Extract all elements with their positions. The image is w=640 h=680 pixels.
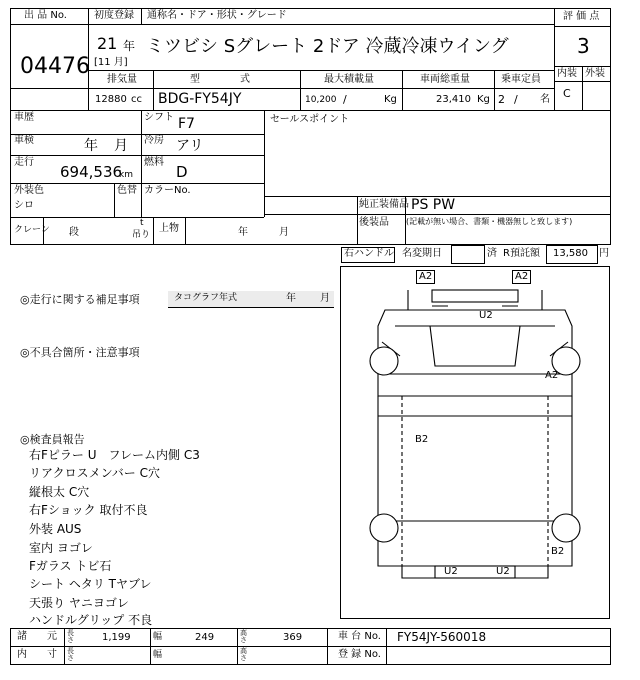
aftermarket-note: (記載が無い場合、書類・機器無しと致します): [406, 217, 573, 226]
aftermarket-label: 後装品: [359, 217, 389, 228]
cancel-label: 済: [487, 248, 497, 259]
tacho-year-unit: 年: [286, 293, 296, 304]
score-label: 評 価 点: [563, 11, 600, 22]
inspector-line: リアクロスメンバー C穴: [29, 466, 160, 480]
capacity-sep: /: [514, 93, 518, 106]
name-change-box: [451, 245, 485, 264]
length-label-inner: 長さ: [67, 647, 74, 662]
r-check-amount: 13,580: [553, 248, 588, 259]
ext-color-value: シロ: [14, 200, 34, 211]
capacity: 2: [498, 93, 505, 106]
mileage-value: 694,536: [60, 163, 123, 181]
first-reg-label: 初度登録: [94, 10, 134, 21]
displacement: 12880: [95, 94, 127, 105]
inspector-line: ハンドルグリップ 不良: [29, 613, 153, 627]
truck-diagram: [340, 266, 610, 626]
crane-year-unit: 年: [238, 227, 248, 238]
gross-weight: 23,410: [436, 94, 471, 105]
length-value: 1,199: [102, 632, 131, 643]
inspection-month-unit: 月: [114, 138, 128, 154]
displacement-unit: cc: [131, 94, 142, 105]
cooler-label: 冷房: [144, 135, 164, 146]
mark-body-left: B2: [415, 434, 429, 445]
inspector-line: 右Fピラー U フレーム内側 C3: [29, 448, 200, 462]
chassis-label: 車 台 No.: [338, 631, 381, 642]
inspector-line: 天張り ヤニヨゴレ: [29, 596, 129, 610]
crane-ton: t: [140, 218, 144, 228]
crane-stage: 段: [69, 227, 79, 238]
vehicle-name: ミツビシ Sグレート 2ドア 冷蔵冷凍ウイング: [146, 36, 509, 57]
inspector-label: ◎検査員報告: [20, 433, 85, 446]
max-load-unit: Kg: [384, 94, 397, 105]
vehicle-label: 通称名・ドア・形状・グレード: [147, 10, 287, 21]
fuel-label: 燃料: [144, 157, 164, 168]
reg-no-label: 登 録 No.: [338, 649, 381, 660]
shift-value: F7: [178, 116, 195, 132]
lot-no-label: 出 品 No.: [24, 10, 67, 21]
max-load: 10,200: [305, 95, 337, 105]
max-load-label: 最大積載量: [324, 74, 374, 85]
shift-label: シフト: [144, 112, 174, 123]
defects-label: ◎不具合箇所・注意事項: [20, 346, 140, 359]
gross-weight-label: 車両総重量: [420, 74, 470, 85]
gross-weight-unit: Kg: [477, 94, 490, 105]
mark-rear-right: B2: [551, 546, 565, 557]
inspector-line: 縦根太 C穴: [29, 485, 90, 499]
color-code-label: カラーNo.: [144, 185, 191, 196]
inspector-line: シート ヘタリ Tヤブレ: [29, 577, 152, 591]
mark-front-right: A2: [512, 270, 531, 284]
name-change-label: 名変期日: [402, 248, 442, 259]
yen-label: 円: [599, 248, 609, 259]
mark-bottom-right: U2: [496, 566, 510, 577]
lot-no: 04476: [20, 54, 90, 79]
mark-side: A2: [545, 370, 559, 381]
displacement-label: 排気量: [107, 74, 137, 85]
crane-top-label: 上物: [159, 223, 179, 234]
score: 3: [577, 34, 590, 58]
mileage-unit: km: [119, 170, 133, 180]
mileage-label: 走行: [14, 157, 34, 168]
capacity-label: 乗車定員: [501, 74, 541, 85]
handle-value: 右ハンドル: [344, 248, 394, 259]
genuine-equipment-label: 純正装備品: [359, 199, 409, 210]
genuine-equipment-value: PS PW: [411, 197, 456, 213]
mark-bottom-left: U2: [444, 566, 458, 577]
reg-year-unit: 年: [123, 39, 136, 53]
inspector-line: Fガラス トビ石: [29, 559, 112, 573]
running-notes-label: ◎走行に関する補足事項: [20, 293, 140, 306]
history-label: 車歴: [14, 112, 34, 123]
interior-label: 内装: [557, 68, 577, 79]
capacity-unit: 名: [540, 94, 550, 105]
max-load-sep: /: [343, 93, 347, 106]
width-label: 幅: [153, 632, 163, 642]
inspector-line: 右Fショック 取付不良: [29, 503, 148, 517]
inspection-label: 車検: [14, 135, 34, 146]
inspector-line: 外装 AUS: [29, 522, 82, 536]
interior-dim-label: 内 寸: [17, 649, 57, 660]
length-label: 長さ: [67, 629, 74, 644]
height-label: 高さ: [240, 629, 247, 644]
crane-hoist: 吊り: [132, 230, 151, 240]
mark-front-left: A2: [416, 270, 435, 284]
reg-year: 21: [97, 34, 118, 53]
exterior-label: 外装: [585, 68, 605, 79]
reg-month: [11 月]: [94, 57, 128, 68]
mark-cab: U2: [479, 310, 493, 321]
crane-month-unit: 月: [279, 227, 289, 238]
width-label-inner: 幅: [153, 650, 163, 660]
model-label: 型 式: [190, 74, 250, 85]
inspector-line: 室内 ヨゴレ: [29, 541, 93, 555]
chassis-no: FY54JY-560018: [397, 630, 487, 644]
spec-label: 諸 元: [17, 631, 57, 642]
sales-points-label: セールスポイント: [270, 114, 350, 125]
crane-label: クレーン: [14, 225, 50, 235]
inspection-year-unit: 年: [84, 138, 98, 154]
cooler-value: アリ: [176, 138, 204, 154]
height-label-inner: 高さ: [240, 647, 247, 662]
interior-grade: C: [563, 87, 571, 100]
ext-color-label: 外装色: [14, 185, 44, 196]
r-check-label: R預託額: [503, 248, 540, 259]
color-change-label: 色替: [117, 185, 137, 196]
tacho-label: タコグラフ年式: [174, 293, 238, 303]
tacho-month-unit: 月: [320, 293, 330, 304]
width-value: 249: [195, 632, 215, 643]
height-value: 369: [283, 632, 303, 643]
fuel-value: D: [176, 163, 188, 181]
model-code: BDG-FY54JY: [158, 91, 242, 107]
